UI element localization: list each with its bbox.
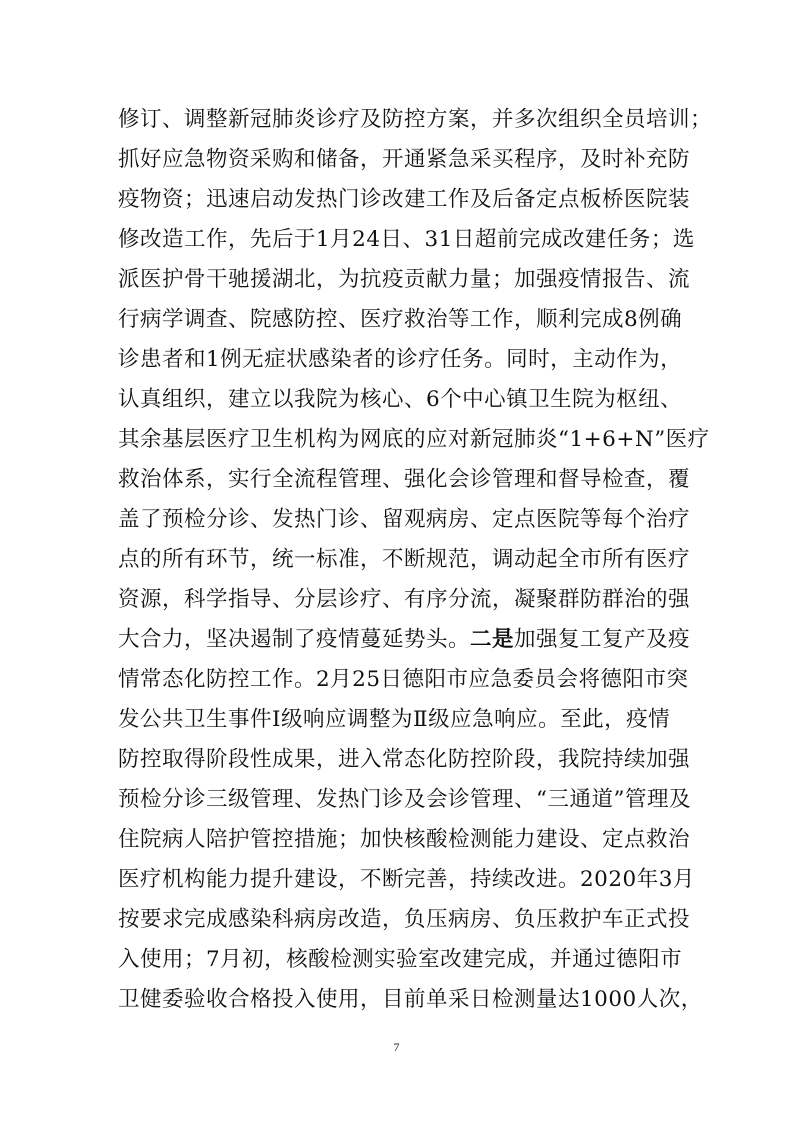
text-line-8: 认真组织，建立以我院为核心、6个中心镇卫生院为枢纽、 — [118, 387, 683, 412]
text-line-21: 按要求完成感染科病房改造，负压病房、负压救护车正式投 — [118, 907, 691, 932]
bold-section-marker: 二是 — [470, 627, 515, 652]
text-line-13: 资源，科学指导、分层诊疗、有序分流，凝聚群防群治的强 — [118, 587, 691, 612]
text-line-15: 情常态化防控工作。2月25日德阳市应急委员会将德阳市突 — [118, 667, 689, 692]
page-number: 7 — [393, 1040, 400, 1054]
text-line-11: 盖了预检分诊、发热门诊、留观病房、定点医院等每个治疗 — [118, 507, 691, 532]
text-line-19: 住院病人陪护管控措施；加快核酸检测能力建设、定点救治 — [118, 827, 691, 852]
text-line-16: 发公共卫生事件Ⅰ级响应调整为Ⅱ级应急响应。至此，疫情 — [118, 707, 671, 732]
text-line-5: 派医护骨干驰援湖北，为抗疫贡献力量；加强疫情报告、流 — [118, 267, 691, 292]
text-line-10: 救治体系，实行全流程管理、强化会诊管理和督导检查，覆 — [118, 467, 691, 492]
text-line-1: 修订、调整新冠肺炎诊疗及防控方案，并多次组织全员培训； — [118, 107, 713, 132]
text-line-3: 疫物资；迅速启动发热门诊改建工作及后备定点板桥医院装 — [118, 187, 691, 212]
text-line-20: 医疗机构能力提升建设，不断完善，持续改进。2020年3月 — [118, 867, 695, 892]
text-line-6: 行病学调查、院感防控、医疗救治等工作，顺利完成8例确 — [118, 307, 683, 332]
text-line-23: 卫健委验收合格投入使用，目前单采日检测量达1000人次， — [118, 987, 703, 1012]
text-line-17: 防控取得阶段性成果，进入常态化防控阶段，我院持续加强 — [118, 747, 691, 772]
text-line-9: 其余基层医疗卫生机构为网底的应对新冠肺炎“1+6+N”医疗 — [118, 427, 710, 452]
text-line-2: 抓好应急物资采购和储备，开通紧急采买程序，及时补充防 — [118, 147, 691, 172]
text-line-14-before: 大合力，坚决遏制了疫情蔓延势头。 — [118, 627, 471, 652]
text-line-7: 诊患者和1例无症状感染者的诊疗任务。同时，主动作为， — [118, 347, 683, 372]
text-line-14-after: 加强复工复产及疫 — [514, 627, 691, 652]
text-line-14 — [118, 620, 690, 660]
text-line-12: 点的所有环节，统一标准，不断规范，调动起全市所有医疗 — [118, 547, 691, 572]
text-line-22: 入使用；7月初，核酸检测实验室改建完成，并通过德阳市 — [118, 947, 683, 972]
text-line-18: 预检分诊三级管理、发热门诊及会诊管理、“三通道”管理及 — [118, 787, 691, 812]
text-line-4: 修改造工作，先后于1月24日、31日超前完成改建任务；选 — [118, 227, 695, 252]
